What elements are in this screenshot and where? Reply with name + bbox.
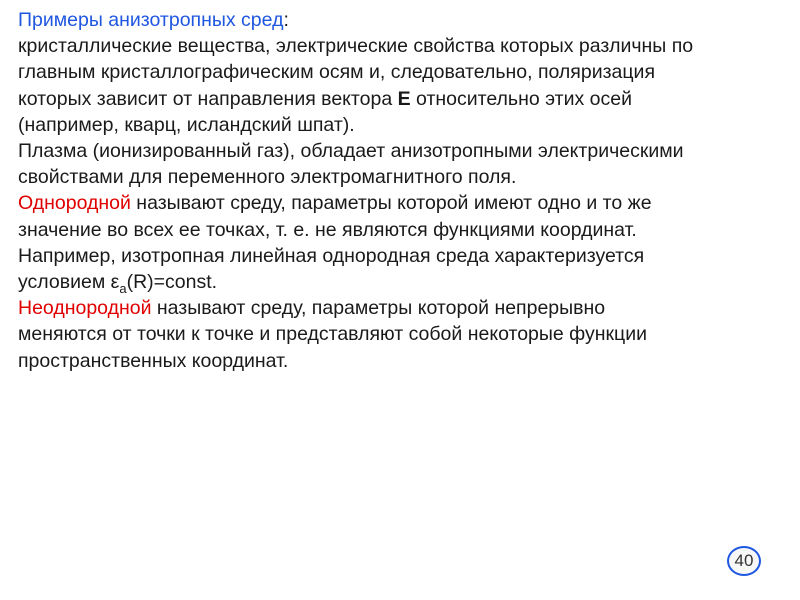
- text-line-5: Плазма (ионизированный газ), обладает анизотропными электрическими: [18, 140, 684, 163]
- text-line-6: свойствами для переменного электромагнитного поля.: [18, 166, 517, 189]
- text-line-11-b: называют среду, параметры которой непрерывно: [151, 297, 606, 320]
- vector-e-symbol: Е: [397, 87, 411, 110]
- heading-colon: :: [283, 9, 289, 31]
- text-line-11: [18, 295, 788, 321]
- text-line-10-a: условием ε: [18, 271, 120, 294]
- heading-line: [18, 7, 788, 33]
- text-line-4: (например, кварц, исландский шпат).: [18, 113, 355, 136]
- text-line-12: меняются от точки к точке и представляют собой некоторые функции: [18, 323, 647, 346]
- text-line-2: главным кристаллографическим осям и, следовательно, поляризация: [18, 61, 655, 84]
- slide-heading: Примеры анизотропных сред: [18, 9, 284, 31]
- text-line-9: Например, изотропная линейная однородная среда характеризуется: [18, 244, 645, 267]
- text-line-1: кристаллические вещества, электрические свойства которых различны по: [18, 35, 694, 58]
- text-line-10-c: (R)=const.: [126, 271, 218, 294]
- term-inhomogeneous: Неоднородной: [18, 297, 152, 320]
- text-line-3-c: относительно этих осей: [410, 87, 632, 110]
- text-line-7-b: называют среду, параметры которой имеют одно и то же: [130, 192, 652, 215]
- text-line-3: [18, 86, 788, 112]
- text-line-7: [18, 190, 788, 216]
- slide-body: [18, 7, 788, 374]
- text-line-3-a: которых зависит от направления вектора: [18, 87, 398, 110]
- text-line-8: значение во всех ее точках, т. е. не являются функциями координат.: [18, 218, 637, 241]
- text-line-10: [18, 269, 788, 295]
- epsilon-subscript: а: [119, 281, 127, 297]
- text-line-13: пространственных координат.: [18, 349, 289, 372]
- page-number-badge: 40: [727, 546, 761, 576]
- term-homogeneous: Однородной: [18, 192, 131, 215]
